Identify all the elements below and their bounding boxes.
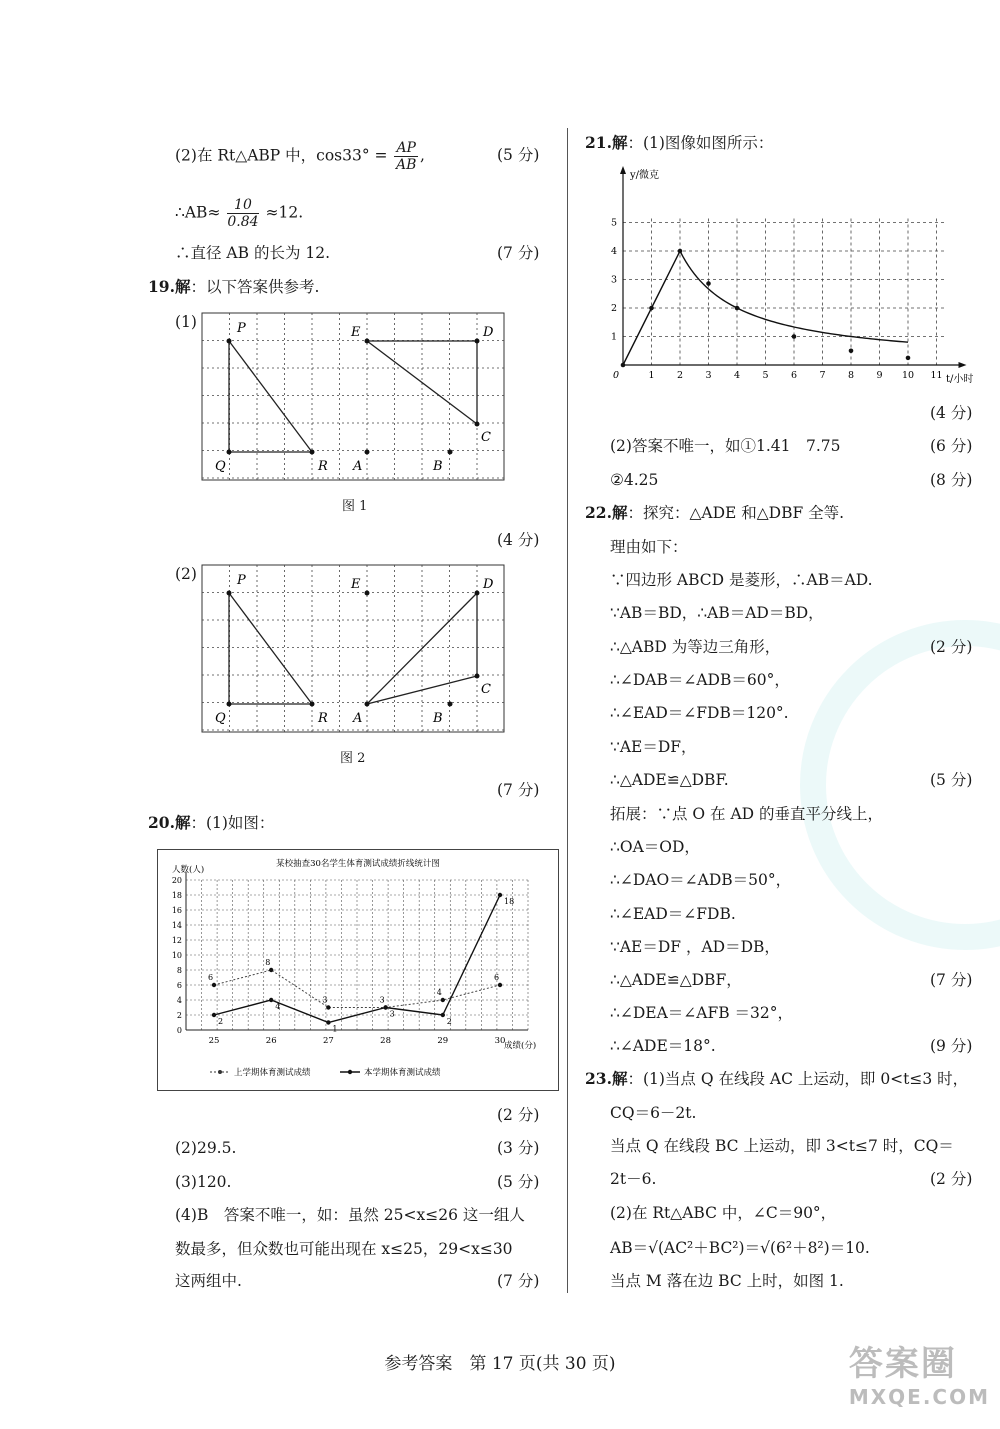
q20-heading (148, 813, 274, 833)
y-tick-label: 14 (171, 921, 182, 930)
q22-line: ∴∠EAD＝∠FDB＝120°. (610, 704, 789, 722)
x-tick-label: 2 (676, 370, 684, 381)
q22-line: ∴△ADE≌△DBF. (610, 771, 729, 789)
chart-grid (186, 872, 528, 1030)
watermark-title: 答案圈 (848, 1344, 957, 1384)
label-d: D (483, 577, 494, 592)
q23-line: (2)在 Rt△ABC 中，∠C＝90°， (610, 1204, 837, 1222)
data-label-last-term: 3 (379, 995, 385, 1005)
data-label-last-term: 4 (436, 988, 442, 997)
legend-marker-last-term (218, 1070, 222, 1074)
point-e (365, 339, 370, 344)
y-tick-label: 1 (610, 331, 617, 343)
fraction-denominator: AB (396, 157, 417, 173)
label-r: R (318, 711, 328, 726)
data-label-this-term: 3 (389, 1009, 395, 1019)
site-watermark (849, 1336, 990, 1409)
curve-point (706, 281, 711, 286)
y-tick-label: 3 (610, 274, 617, 286)
q20-answer-4-cont: 数最多，但众数也可能出现在 x≤25，29<x≤30 (175, 1240, 513, 1258)
x-axis-label: t/小时 (946, 374, 974, 385)
q20-answer-2: (2)29.5. (175, 1139, 237, 1157)
score-line-chart (158, 850, 558, 1090)
curve-point (906, 356, 911, 361)
label-b: B (433, 459, 443, 474)
point-this-term (212, 1013, 216, 1017)
x-tick-label: 3 (705, 370, 712, 381)
q21-answer-2: (2)答案不唯一，如①1.41 7.75 (610, 437, 841, 455)
fig1-tag: (1) (175, 313, 197, 331)
data-label-this-term: 1 (332, 1024, 338, 1034)
fraction-numerator: 10 (227, 197, 258, 214)
fig2-tag: (2) (175, 565, 197, 583)
y-tick-label: 8 (176, 966, 182, 975)
y-tick-label: 2 (610, 303, 617, 314)
data-label-this-term: 2 (218, 1017, 224, 1026)
label-p: P (237, 573, 246, 588)
grid-figure-1 (195, 306, 515, 486)
y-tick-label: 4 (610, 246, 617, 257)
data-label-last-term: 3 (322, 995, 328, 1005)
ab-approx-text: ∴AB≈ (175, 203, 221, 222)
score: (5 分) (497, 1173, 540, 1191)
score: (4 分) (930, 404, 973, 422)
q19-heading (148, 277, 319, 297)
x-tick-label: 27 (322, 1036, 334, 1046)
point-this-term (269, 998, 273, 1002)
y-tick-label: 6 (176, 981, 182, 990)
x-tick-label: 10 (901, 370, 915, 381)
x-tick-label: 11 (930, 370, 943, 381)
x-tick-label: 1 (648, 370, 655, 381)
y-axis-label: y/微克 (630, 170, 660, 181)
x-tick-label: 7 (819, 370, 826, 381)
question-number: 23.解 (585, 1069, 628, 1088)
q22-line: ∴∠ADE＝18°. (610, 1037, 716, 1055)
point-e (365, 591, 370, 596)
point-q (227, 450, 232, 455)
chart-legend (210, 1067, 441, 1078)
point-p (227, 339, 232, 344)
y-axis-arrow (620, 166, 626, 174)
data-label-this-term: 18 (504, 897, 515, 906)
q22-line: ∴OA＝OD， (610, 838, 700, 856)
x-tick-label: 8 (847, 370, 855, 381)
x-tick-label: 5 (762, 370, 769, 381)
q22-line: ∵AE＝DF， (610, 738, 697, 756)
question-number: 19.解 (148, 277, 191, 296)
point-last-term (326, 1005, 330, 1009)
fraction-numerator: AP (396, 140, 416, 156)
line-cos-equation: (2)在 Rt△ABP 中，cos33° = $\frac{AP}{AB}$ , (175, 140, 425, 173)
score-line-chart-frame (157, 849, 559, 1091)
question-text: ：以下答案供参考. (190, 278, 320, 296)
q22-line: ∴∠DAO＝∠ADB＝50°， (610, 871, 792, 889)
line-diameter: ∴直径 AB 的长为 12. (175, 244, 331, 262)
q22-line: 拓展：∵点 O 在 AD 的垂直平分线上， (610, 805, 884, 823)
watermark-url: MXQE.COM (848, 1385, 990, 1409)
curve-point (649, 306, 654, 311)
label-q: Q (215, 459, 226, 474)
segment-pr (229, 341, 312, 452)
label-e: E (351, 325, 361, 340)
question-text: ：(1)如图： (190, 814, 275, 832)
point-r (310, 702, 315, 707)
score: (6 分) (930, 437, 973, 455)
q23-line: 当点 Q 在线段 BC 上运动，即 3<t≤7 时，CQ＝ (610, 1137, 954, 1155)
q22-line: ∵四边形 ABCD 是菱形，∴AB＝AD. (610, 571, 873, 589)
question-number: 20.解 (148, 813, 191, 832)
point-q (227, 702, 232, 707)
q23-line: AB＝√(AC²＋BC²)＝√(6²＋8²)＝10. (610, 1239, 870, 1257)
score: (5 分) (497, 146, 540, 164)
q23-line: 2t－6. (610, 1170, 657, 1188)
point-r (310, 450, 315, 455)
point-last-term (212, 983, 216, 987)
y-tick-label: 10 (171, 951, 182, 960)
y-tick-label: 16 (171, 906, 182, 915)
point-d (475, 591, 480, 596)
score: (9 分) (930, 1037, 973, 1055)
label-b: B (433, 711, 443, 726)
graph-ticks (611, 218, 943, 382)
column-divider (567, 128, 568, 1293)
score: (2 分) (930, 1170, 973, 1188)
data-label-this-term: 4 (275, 1002, 281, 1011)
score: (2 分) (930, 638, 973, 656)
cos-equation-text: (2)在 Rt△ABP 中，cos33° = (175, 146, 388, 165)
q22-line: 理由如下： (610, 538, 688, 556)
x-tick-label: 26 (265, 1036, 277, 1046)
label-d: D (483, 325, 494, 340)
score: (7 分) (497, 244, 540, 262)
score: (7 分) (497, 781, 540, 799)
point-c (475, 422, 480, 427)
label-c: C (481, 430, 491, 445)
chart-title: 某校抽查30名学生体育测试成绩折线统计图 (276, 859, 440, 869)
chart-series (208, 893, 514, 1034)
score: (8 分) (930, 471, 973, 489)
score: (5 分) (930, 771, 973, 789)
segment-pr (229, 593, 312, 704)
graph-curve (621, 249, 911, 368)
drug-concentration-graph (600, 160, 980, 395)
ab-approx-result: ≈12. (265, 203, 304, 222)
q23-line: 当点 M 落在边 BC 上时，如图 1. (610, 1272, 844, 1290)
curve-point (849, 348, 854, 353)
x-tick-label: 4 (733, 370, 741, 381)
label-a: A (353, 459, 363, 474)
x-axis-label: 成绩(分) (504, 1041, 537, 1051)
point-b (448, 702, 453, 707)
fraction-10-084 (227, 197, 258, 230)
q20-answer-4: (4)B 答案不唯一，如：虽然 25<x≤26 这一组人 (175, 1206, 525, 1224)
x-tick-label: 9 (876, 370, 883, 381)
x-tick-label: 28 (380, 1036, 392, 1046)
x-tick-label: 29 (437, 1036, 449, 1046)
score: (3 分) (497, 1139, 540, 1157)
line-ab-approx (175, 197, 303, 230)
label-r: R (318, 459, 328, 474)
x-axis-arrow (959, 362, 967, 368)
label-e: E (351, 577, 361, 592)
question-text: ：(1)当点 Q 在线段 AC 上运动，即 0<t≤3 时， (627, 1070, 969, 1088)
y-tick-label: 2 (176, 1011, 182, 1020)
score: (7 分) (497, 1272, 540, 1290)
point-this-term (383, 1005, 387, 1009)
label-c: C (481, 682, 491, 697)
label-p: P (237, 321, 246, 336)
y-tick-label: 20 (171, 876, 182, 885)
q22-line: ∴∠DEA＝∠AFB ＝32°， (610, 1004, 794, 1022)
q22-line: ∴∠DAB＝∠ADB＝60°， (610, 671, 790, 689)
series-line-this-term (214, 895, 500, 1023)
q21-answer-2b: ②4.25 (610, 471, 659, 489)
point-this-term (441, 1013, 445, 1017)
q22-heading (585, 503, 844, 523)
point-last-term (441, 998, 445, 1002)
page-footer: 参考答案 第 17 页(共 30 页) (384, 1354, 616, 1374)
x-tick-label: 0 (612, 370, 620, 381)
y-tick-label: 5 (610, 217, 617, 229)
q23-line: CQ＝6－2t. (610, 1104, 697, 1122)
curve-point (678, 249, 683, 254)
q22-line: ∵AE＝DF ，AD＝DB， (610, 938, 780, 956)
label-a: A (353, 711, 363, 726)
q20-answer-4-end: 这两组中. (175, 1272, 242, 1290)
data-label-last-term: 8 (265, 958, 271, 967)
figure-caption: 图 1 (342, 499, 368, 514)
point-last-term (269, 968, 273, 972)
question-number: 22.解 (585, 503, 628, 522)
point-last-term (498, 983, 502, 987)
y-tick-label: 12 (171, 936, 182, 945)
q20-answer-3: (3)120. (175, 1173, 232, 1191)
y-tick-label: 4 (176, 996, 182, 1005)
fraction-ap-ab (394, 140, 418, 173)
figure-caption: 图 2 (340, 751, 366, 766)
curve-point (621, 363, 626, 368)
q22-line: ∴∠EAD＝∠FDB. (610, 905, 736, 923)
point-this-term (498, 893, 502, 897)
score: (2 分) (497, 1106, 540, 1124)
score: (7 分) (930, 971, 973, 989)
point-a (365, 450, 370, 455)
legend-label-this-term: 本学期体育测试成绩 (364, 1068, 441, 1078)
grid-figure-2 (195, 558, 515, 738)
score: (4 分) (497, 531, 540, 549)
point-a (365, 702, 370, 707)
q22-line: ∴△ADE≌△DBF， (610, 971, 742, 989)
point-p (227, 591, 232, 596)
legend-label-last-term: 上学期体育测试成绩 (234, 1068, 311, 1078)
question-text: ：探究：△ADE 和△DBF 全等. (627, 504, 845, 522)
legend-marker-this-term (348, 1070, 352, 1074)
data-label-last-term: 6 (208, 973, 214, 982)
label-q: Q (215, 711, 226, 726)
question-number: 21.解 (585, 133, 628, 152)
x-tick-label: 30 (494, 1036, 506, 1046)
y-axis-label: 人数(人) (172, 865, 205, 875)
question-text: ：(1)图像如图所示： (627, 134, 774, 152)
point-this-term (326, 1020, 330, 1024)
curve-point (792, 334, 797, 339)
data-label-last-term: 6 (494, 973, 500, 982)
curve-point (735, 306, 740, 311)
q23-heading (585, 1069, 968, 1089)
data-label-this-term: 2 (446, 1017, 452, 1026)
y-tick-label: 0 (176, 1026, 182, 1035)
q22-line: ∵AB＝BD，∴AB＝AD＝BD， (610, 604, 824, 622)
fraction-denominator: 0.84 (227, 214, 259, 230)
x-tick-label: 6 (790, 370, 798, 381)
x-tick-label: 25 (208, 1036, 220, 1046)
point-c (475, 674, 480, 679)
y-tick-label: 18 (171, 891, 182, 900)
segment-ad (367, 593, 477, 704)
point-b (448, 450, 453, 455)
q21-heading (585, 133, 773, 153)
q22-line: ∴△ABD 为等边三角形， (610, 638, 781, 656)
point-d (475, 339, 480, 344)
